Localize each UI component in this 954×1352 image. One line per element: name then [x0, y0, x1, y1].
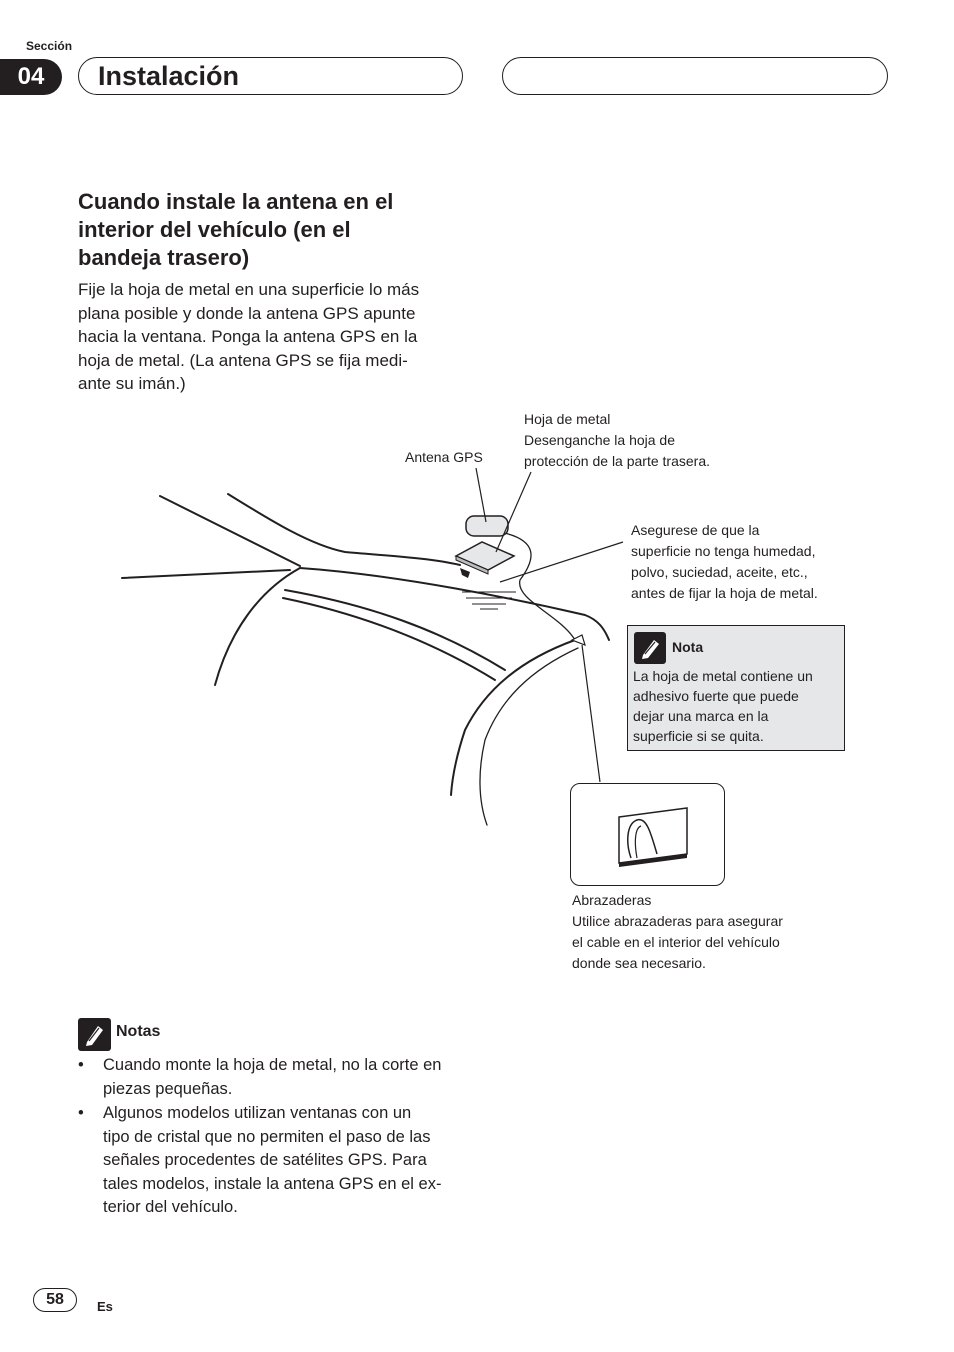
chapter-title: Instalación [98, 61, 240, 91]
car-left-line [122, 570, 290, 578]
list-item-line: Algunos modelos utilizan ventanas con un [103, 1104, 412, 1122]
label-line: Hoja de metal [524, 411, 611, 427]
label-line: Abrazaderas [572, 892, 652, 908]
note-line: La hoja de metal contiene un [633, 668, 813, 684]
bullet: • [78, 1104, 84, 1122]
label-line: el cable en el interior del vehículo [572, 934, 780, 950]
label-line: superficie no tenga humedad, [631, 543, 816, 559]
list-item [78, 1102, 473, 1220]
list-item-line: piezas pequeñas. [103, 1079, 233, 1098]
bullet: • [78, 1056, 84, 1074]
label-line: protección de la parte trasera. [524, 453, 710, 469]
list-item-line: Cuando monte la hoja de metal, no la corte en [103, 1056, 442, 1074]
rear-window-line-2 [283, 598, 495, 680]
label-line: Utilice abrazaderas para asegurar [572, 913, 783, 929]
antenna-clip [460, 568, 470, 578]
notes-list [78, 1054, 473, 1221]
antenna-cable [500, 532, 575, 640]
list-item [78, 1054, 473, 1101]
note-line: dejar una marca en la [633, 708, 769, 724]
body-line: Fije la hoja de metal en una superficie lo más [78, 280, 420, 299]
clamp-icon [571, 784, 723, 884]
list-item-line: tipo de cristal que no permiten el paso de las [103, 1127, 431, 1146]
metal-sheet-leader [496, 472, 531, 552]
label-line: polvo, suciedad, aceite, etc., [631, 564, 808, 580]
label-line: antes de fijar la hoja de metal. [631, 585, 818, 601]
label-line: Asegurese de que la [631, 522, 760, 538]
heading-line: interior del vehículo (en el [78, 217, 351, 242]
clamp-illustration-frame [570, 783, 725, 886]
notes-pencil-icon [78, 1018, 111, 1051]
note-line: adhesivo fuerte que puede [633, 688, 799, 704]
antenna-leader [476, 468, 486, 522]
section-number-badge: 04 [0, 59, 62, 95]
list-item-line: terior del vehículo. [103, 1198, 238, 1216]
label-line: Desenganche la hoja de [524, 432, 676, 448]
heading-line: Cuando instale la antena en el [78, 189, 394, 214]
cable-clamp-mark [572, 635, 585, 645]
rear-shelf-outline [215, 568, 300, 685]
language-code: Es [97, 1299, 113, 1314]
notes-title: Notas [116, 1023, 161, 1040]
heading-line: bandeja trasero) [78, 245, 250, 270]
body-line: ante su imán.) [78, 374, 186, 393]
note-line: superficie si se quita. [633, 728, 764, 744]
body-line: hoja de metal. (La antena GPS se fija medi- [78, 350, 408, 370]
surface-leader [500, 542, 623, 582]
list-item-line: señales procedentes de satélites GPS. Para [103, 1151, 427, 1169]
section-label: Sección [26, 39, 73, 53]
metal-sheet [456, 542, 514, 570]
note-pencil-icon [634, 632, 666, 664]
cable-curve [480, 648, 578, 825]
list-item-line: tales modelos, instale la antena GPS en el ex- [103, 1174, 442, 1193]
page-number: 58 [33, 1288, 77, 1312]
antenna-label: Antena GPS [405, 449, 483, 465]
gps-antenna [466, 516, 508, 536]
label-line: donde sea necesario. [572, 955, 706, 971]
car-pillar-line [228, 494, 460, 565]
body-line: hacia la ventana. Ponga la antena GPS en la [78, 327, 418, 346]
clamp-label [572, 890, 783, 974]
seat-curve [451, 640, 575, 795]
side-note-title: Nota [672, 639, 704, 655]
clamp-leader [582, 645, 600, 782]
side-note-text [633, 666, 843, 746]
car-roof-line [160, 496, 300, 566]
metal-sheet-label [524, 409, 710, 472]
surface-warning-label [631, 520, 818, 604]
body-line: plana posible y donde la antena GPS apunte [78, 303, 416, 323]
